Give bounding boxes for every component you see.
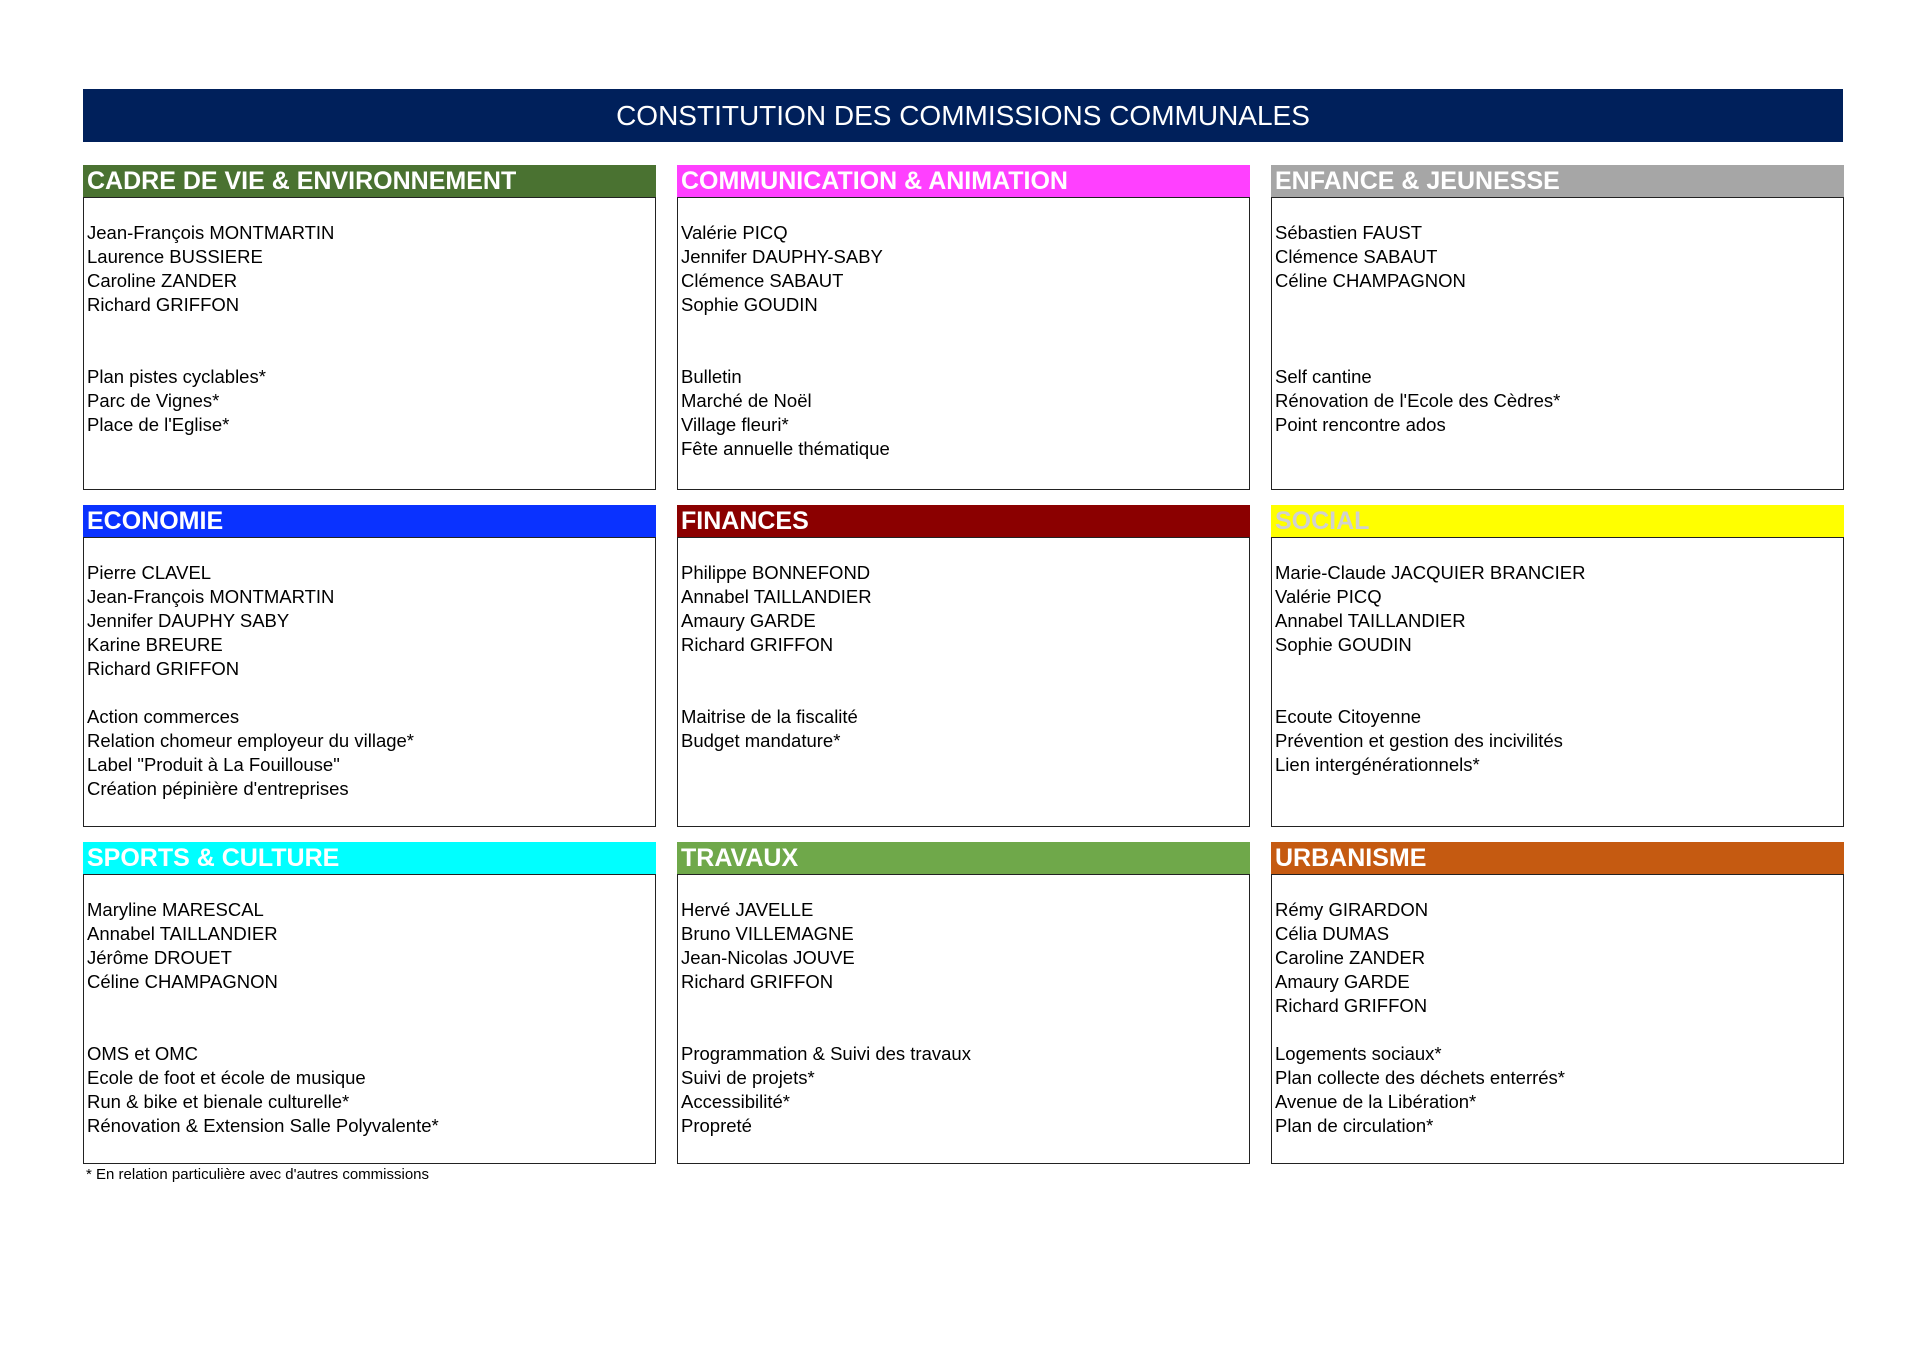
member-name: Jean-François MONTMARTIN — [87, 586, 335, 607]
commission-card — [677, 505, 1250, 827]
project-item: Rénovation & Extension Salle Polyvalente* — [87, 1115, 439, 1136]
member-list — [87, 221, 652, 317]
project-item: Budget mandature* — [681, 730, 841, 751]
page-title: CONSTITUTION DES COMMISSIONS COMMUNALES — [83, 89, 1843, 142]
commission-body — [1271, 197, 1844, 490]
project-item: Relation chomeur employeur du village* — [87, 730, 415, 751]
member-name: Amaury GARDE — [1275, 971, 1410, 992]
commission-body — [1271, 874, 1844, 1164]
member-name: Annabel TAILLANDIER — [1275, 610, 1466, 631]
member-name: Richard GRIFFON — [681, 971, 834, 992]
project-item: Marché de Noël — [681, 390, 812, 411]
member-name: Richard GRIFFON — [87, 658, 240, 679]
member-name: Valérie PICQ — [1275, 586, 1382, 607]
commission-title: SPORTS & CULTURE — [83, 842, 656, 874]
member-name: Richard GRIFFON — [681, 634, 834, 655]
commission-card — [1271, 165, 1844, 490]
member-list — [1275, 561, 1840, 657]
project-item: Fête annuelle thématique — [681, 438, 890, 459]
member-name: Caroline ZANDER — [87, 270, 238, 291]
member-name: Valérie PICQ — [681, 222, 788, 243]
member-name: Céline CHAMPAGNON — [87, 971, 278, 992]
project-item: Plan pistes cyclables* — [87, 366, 266, 387]
commission-body — [1271, 537, 1844, 827]
member-list — [681, 898, 1246, 994]
project-list — [87, 705, 652, 801]
member-name: Caroline ZANDER — [1275, 947, 1426, 968]
project-list — [1275, 1042, 1840, 1138]
member-list — [87, 561, 652, 681]
member-list — [681, 561, 1246, 657]
member-name: Jérôme DROUET — [87, 947, 232, 968]
member-name: Sébastien FAUST — [1275, 222, 1423, 243]
project-item: Action commerces — [87, 706, 240, 727]
member-name: Céline CHAMPAGNON — [1275, 270, 1466, 291]
project-item: Bulletin — [681, 366, 742, 387]
project-item: Programmation & Suivi des travaux — [681, 1043, 971, 1064]
project-item: Rénovation de l'Ecole des Cèdres* — [1275, 390, 1561, 411]
project-item: Lien intergénérationnels* — [1275, 754, 1480, 775]
project-list — [1275, 365, 1840, 437]
project-item: Accessibilité* — [681, 1091, 790, 1112]
project-item: Création pépinière d'entreprises — [87, 778, 349, 799]
project-item: Plan collecte des déchets enterrés* — [1275, 1067, 1566, 1088]
commission-card — [83, 842, 656, 1164]
commission-card — [677, 165, 1250, 490]
member-name: Rémy GIRARDON — [1275, 899, 1429, 920]
commission-body — [83, 197, 656, 490]
commission-card — [83, 505, 656, 827]
member-name: Richard GRIFFON — [1275, 995, 1428, 1016]
footnote: * En relation particulière avec d'autres commissions — [86, 1166, 430, 1183]
member-list — [1275, 898, 1840, 1018]
commission-body — [677, 197, 1250, 490]
commissions-grid — [83, 165, 1844, 1164]
commission-body — [677, 874, 1250, 1164]
commission-title: CADRE DE VIE & ENVIRONNEMENT — [83, 165, 656, 197]
commission-body — [83, 537, 656, 827]
member-name: Célia DUMAS — [1275, 923, 1390, 944]
member-name: Bruno VILLEMAGNE — [681, 923, 854, 944]
project-item: Village fleuri* — [681, 414, 789, 435]
project-item: Self cantine — [1275, 366, 1372, 387]
commission-card — [1271, 505, 1844, 827]
project-item: Logements sociaux* — [1275, 1043, 1442, 1064]
member-name: Annabel TAILLANDIER — [87, 923, 278, 944]
project-item: Ecole de foot et école de musique — [87, 1067, 366, 1088]
commission-card — [83, 165, 656, 490]
member-name: Jean-François MONTMARTIN — [87, 222, 335, 243]
project-item: Place de l'Eglise* — [87, 414, 230, 435]
member-list — [87, 898, 652, 994]
project-item: Point rencontre ados — [1275, 414, 1446, 435]
member-name: Hervé JAVELLE — [681, 899, 814, 920]
commission-title: TRAVAUX — [677, 842, 1250, 874]
project-list — [87, 1042, 652, 1138]
commission-title: FINANCES — [677, 505, 1250, 537]
commission-title: COMMUNICATION & ANIMATION — [677, 165, 1250, 197]
member-name: Jennifer DAUPHY SABY — [87, 610, 290, 631]
project-item: Plan de circulation* — [1275, 1115, 1434, 1136]
member-name: Laurence BUSSIERE — [87, 246, 263, 267]
member-name: Pierre CLAVEL — [87, 562, 212, 583]
commission-title: URBANISME — [1271, 842, 1844, 874]
member-name: Amaury GARDE — [681, 610, 816, 631]
project-item: Label "Produit à La Fouillouse" — [87, 754, 340, 775]
member-name: Clémence SABAUT — [1275, 246, 1438, 267]
member-name: Karine BREURE — [87, 634, 223, 655]
member-name: Richard GRIFFON — [87, 294, 240, 315]
member-name: Marie-Claude JACQUIER BRANCIER — [1275, 562, 1586, 583]
commission-title: ENFANCE & JEUNESSE — [1271, 165, 1844, 197]
member-list — [681, 221, 1246, 317]
member-name: Jennifer DAUPHY-SABY — [681, 246, 883, 267]
commission-card — [677, 842, 1250, 1164]
project-item: Parc de Vignes* — [87, 390, 220, 411]
member-name: Philippe BONNEFOND — [681, 562, 871, 583]
project-item: Maitrise de la fiscalité — [681, 706, 858, 727]
member-name: Annabel TAILLANDIER — [681, 586, 872, 607]
project-item: Avenue de la Libération* — [1275, 1091, 1477, 1112]
project-item: Suivi de projets* — [681, 1067, 815, 1088]
project-list — [87, 365, 652, 437]
member-name: Jean-Nicolas JOUVE — [681, 947, 855, 968]
commission-title: ECONOMIE — [83, 505, 656, 537]
member-name: Sophie GOUDIN — [681, 294, 818, 315]
project-item: Prévention et gestion des incivilités — [1275, 730, 1563, 751]
project-list — [681, 365, 1246, 461]
commission-title: SOCIAL — [1271, 505, 1844, 537]
member-name: Maryline MARESCAL — [87, 899, 264, 920]
project-item: Run & bike et bienale culturelle* — [87, 1091, 350, 1112]
project-list — [681, 1042, 1246, 1138]
project-item: Propreté — [681, 1115, 752, 1136]
commission-body — [83, 874, 656, 1164]
member-name: Sophie GOUDIN — [1275, 634, 1412, 655]
project-list — [681, 705, 1246, 753]
project-list — [1275, 705, 1840, 777]
commission-body — [677, 537, 1250, 827]
member-name: Clémence SABAUT — [681, 270, 844, 291]
member-list — [1275, 221, 1840, 293]
commission-card — [1271, 842, 1844, 1164]
project-item: Ecoute Citoyenne — [1275, 706, 1422, 727]
project-item: OMS et OMC — [87, 1043, 199, 1064]
